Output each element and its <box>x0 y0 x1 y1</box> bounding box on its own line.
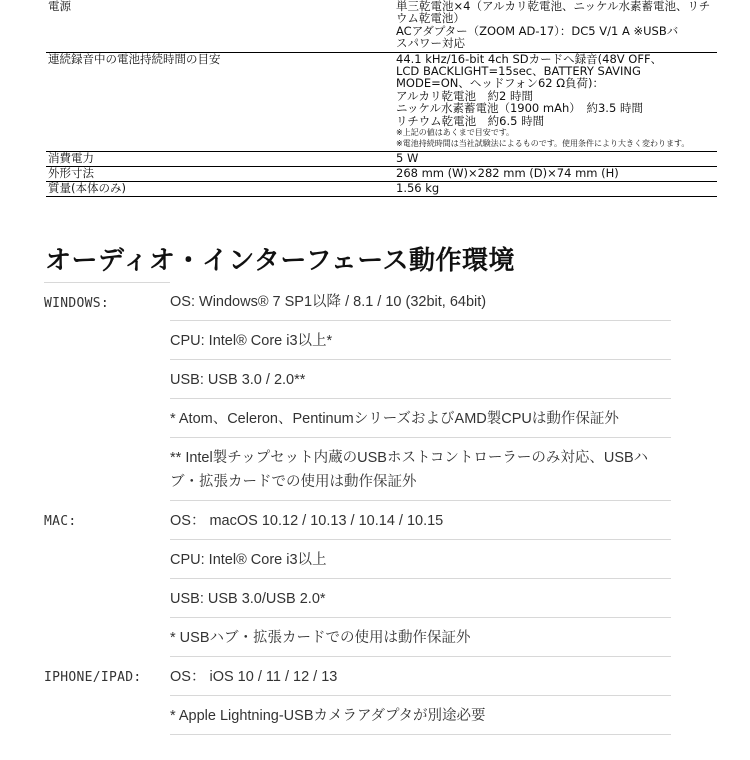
env-row <box>44 657 671 696</box>
spec-row-consumption <box>46 152 717 167</box>
spec-value <box>393 52 717 151</box>
env-item: * Apple Lightning-USBカメラアダプタが別途必要 <box>170 696 671 735</box>
env-item: USB: USB 3.0 / 2.0** <box>170 360 671 399</box>
env-item: * USBハブ・拡張カードでの使用は動作保証外 <box>170 618 671 657</box>
spec-value: 5 W <box>393 152 717 167</box>
spec-line: リチウム乾電池 約6.5 時間 <box>396 113 545 128</box>
env-item: OS： iOS 10 / 11 / 12 / 13 <box>170 657 671 696</box>
spec-line: スパワー対応 <box>396 36 465 51</box>
spec-line: ウム乾電池） <box>396 11 465 26</box>
env-row <box>44 438 671 501</box>
spec-line: ACアダプター（ZOOM AD-17）：DC5 V/1 A ※USBバ <box>396 23 679 38</box>
spec-row-weight <box>46 182 717 197</box>
spec-note: ※電池持続時間は当社試験法によるものです。使用条件により大きく変わります。 <box>396 139 690 149</box>
spec-value: 268 mm (W)×282 mm (D)×74 mm (H) <box>393 167 717 182</box>
spec-value: 1.56 kg <box>393 182 717 197</box>
spec-key: 質量(本体のみ) <box>46 182 393 197</box>
env-row <box>44 360 671 399</box>
env-item: CPU: Intel® Core i3以上* <box>170 321 671 360</box>
spec-line: MODE=ON、ヘッドフォン62 Ω負荷)： <box>396 76 605 91</box>
spec-key: 外形寸法 <box>46 167 393 182</box>
spec-line: 単三乾電池×4（アルカリ乾電池、ニッケル水素蓄電池、リチ <box>396 0 711 13</box>
spec-value <box>393 0 717 52</box>
spec-line: 44.1 kHz/16-bit 4ch SDカードへ録音(48V OFF、 <box>396 51 663 66</box>
env-item: OS： macOS 10.12 / 10.13 / 10.14 / 10.15 <box>170 501 671 540</box>
env-item: OS: Windows® 7 SP1以降 / 8.1 / 10 (32bit, 64bit) <box>170 282 671 321</box>
spec-note: ※上記の値はあくまで目安です。 <box>396 128 515 138</box>
spec-line: アルカリ乾電池 約2 時間 <box>396 88 534 103</box>
env-item: * Atom、Celeron、PentinumシリーズおよびAMD製CPUは動作保証外 <box>170 399 671 438</box>
spec-row-power <box>46 0 717 52</box>
section-title: オーディオ・インターフェース動作環境 <box>45 246 515 276</box>
env-row <box>44 399 671 438</box>
spec-row-battery <box>46 52 717 151</box>
spec-key: 連続録音中の電池持続時間の目安 <box>46 52 393 151</box>
spec-row-dimensions <box>46 167 717 182</box>
spec-key: 消費電力 <box>46 152 393 167</box>
env-row <box>44 501 671 540</box>
env-label-windows: WINDOWS: <box>44 282 170 321</box>
env-label-iphone-ipad: IPHONE/IPAD: <box>44 670 142 685</box>
env-item: CPU: Intel® Core i3以上 <box>170 540 671 579</box>
env-row <box>44 321 671 360</box>
spec-key: 電源 <box>46 0 393 52</box>
spec-line: ニッケル水素蓄電池（1900 mAh） 約3.5 時間 <box>396 101 643 116</box>
env-row <box>44 618 671 657</box>
env-item: USB: USB 3.0/USB 2.0* <box>170 579 671 618</box>
environment-list <box>44 282 671 735</box>
env-item: ** Intel製チップセット内蔵のUSBホストコントローラーのみ対応、USBハブ・拡張カードでの使用は動作保証外 <box>170 438 671 501</box>
spec-table <box>46 0 717 197</box>
env-row <box>44 540 671 579</box>
env-row <box>44 696 671 735</box>
spec-line: LCD BACKLIGHT=15sec、BATTERY SAVING <box>396 64 641 79</box>
env-label-mac: MAC: <box>44 514 77 529</box>
env-row <box>44 282 671 321</box>
env-row <box>44 579 671 618</box>
